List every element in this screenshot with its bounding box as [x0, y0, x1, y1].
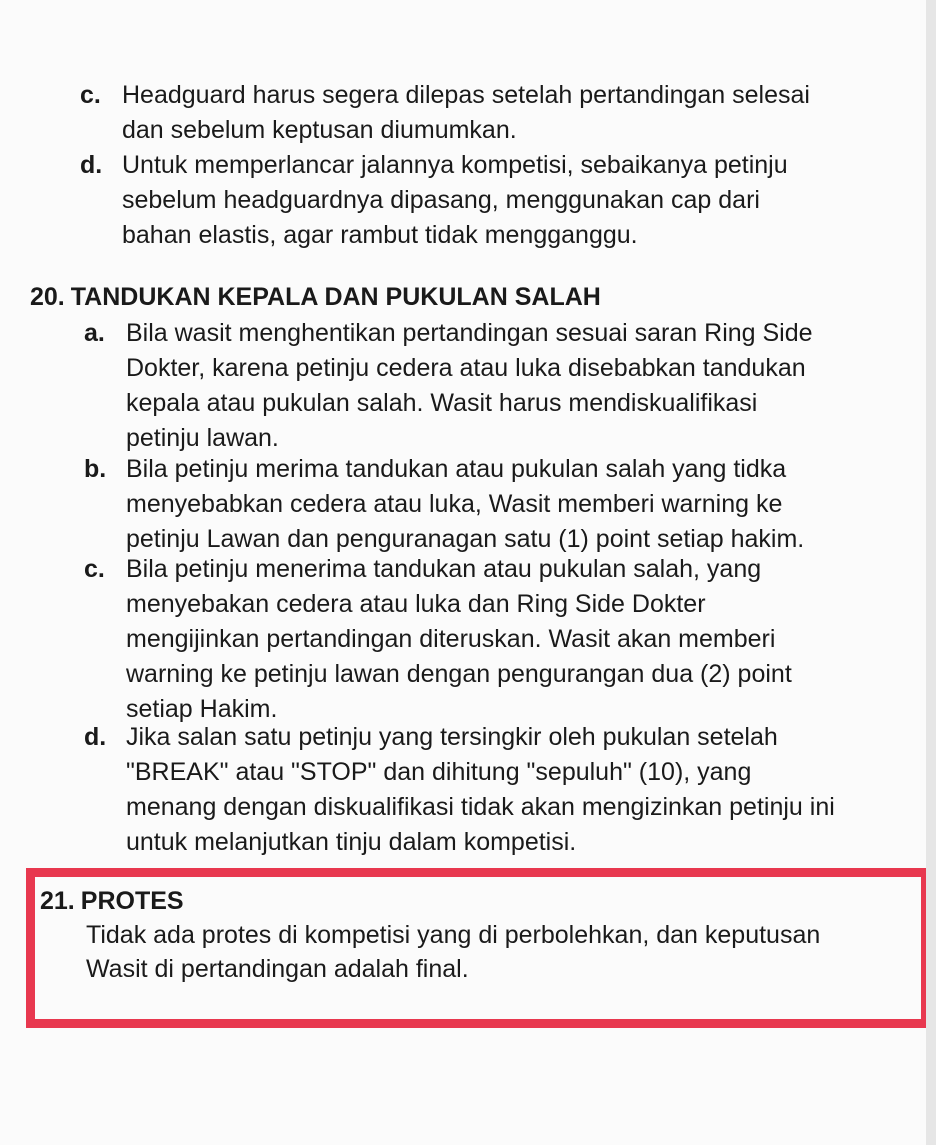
- page-edge: [926, 0, 936, 1145]
- section-title: TANDUKAN KEPALA DAN PUKULAN SALAH: [70, 283, 601, 311]
- item-line: Dokter, karena petinju cedera atau luka disebabkan tandukan: [126, 354, 806, 382]
- section-21: [40, 884, 910, 986]
- section-number: 21.: [40, 887, 75, 915]
- item-letter: b.: [84, 455, 107, 483]
- item-line: Bila wasit menghentikan pertandingan sesuai saran Ring Side: [126, 319, 813, 347]
- section-heading-21: [40, 884, 910, 918]
- list-item-20c: [84, 552, 896, 727]
- list-item-19d: [80, 148, 880, 253]
- item-letter: a.: [84, 319, 105, 347]
- item-letter: d.: [80, 151, 103, 179]
- list-item-20d: [84, 720, 896, 860]
- item-line: petinju Lawan dan penguranagan satu (1) point setiap hakim.: [126, 525, 805, 553]
- item-letter: d.: [84, 723, 107, 751]
- item-line: menyebakan cedera atau luka dan Ring Side Dokter: [126, 590, 706, 618]
- list-item-19c: [80, 78, 880, 148]
- item-line: Untuk memperlancar jalannya kompetisi, sebaikanya petinju: [122, 151, 788, 179]
- item-line: mengijinkan pertandingan diteruskan. Wasit akan memberi: [126, 625, 776, 653]
- body-line: Wasit di pertandingan adalah final.: [86, 955, 469, 983]
- section-heading-20: [30, 280, 601, 314]
- item-line: Bila petinju merima tandukan atau pukulan salah yang tidka: [126, 455, 787, 483]
- item-line: untuk melanjutkan tinju dalam kompetisi.: [126, 828, 577, 856]
- item-line: warning ke petinju lawan dengan pengurangan dua (2) point: [126, 660, 792, 688]
- item-line: setiap Hakim.: [126, 695, 278, 723]
- list-item-20b: [84, 452, 896, 557]
- item-line: "BREAK" atau "STOP" dan dihitung "sepuluh" (10), yang: [126, 758, 752, 786]
- section-21-body: [86, 918, 910, 986]
- item-line: kepala atau pukulan salah. Wasit harus mendiskualifikasi: [126, 389, 758, 417]
- item-line: Headguard harus segera dilepas setelah pertandingan selesai: [122, 81, 810, 109]
- item-letter: c.: [80, 81, 101, 109]
- item-line: menyebabkan cedera atau luka, Wasit memberi warning ke: [126, 490, 783, 518]
- section-title: PROTES: [80, 887, 184, 915]
- item-line: Bila petinju menerima tandukan atau pukulan salah, yang: [126, 555, 762, 583]
- item-line: Jika salan satu petinju yang tersingkir oleh pukulan setelah: [126, 723, 778, 751]
- item-line: dan sebelum keptusan diumumkan.: [122, 116, 517, 144]
- item-line: menang dengan diskualifikasi tidak akan mengizinkan petinju ini: [126, 793, 835, 821]
- list-item-20a: [84, 316, 896, 456]
- body-line: Tidak ada protes di kompetisi yang di perbolehkan, dan keputusan: [86, 921, 821, 949]
- item-line: bahan elastis, agar rambut tidak mengganggu.: [122, 221, 638, 249]
- item-letter: c.: [84, 555, 105, 583]
- section-number: 20.: [30, 283, 65, 311]
- item-line: sebelum headguardnya dipasang, menggunakan cap dari: [122, 186, 760, 214]
- item-line: petinju lawan.: [126, 424, 279, 452]
